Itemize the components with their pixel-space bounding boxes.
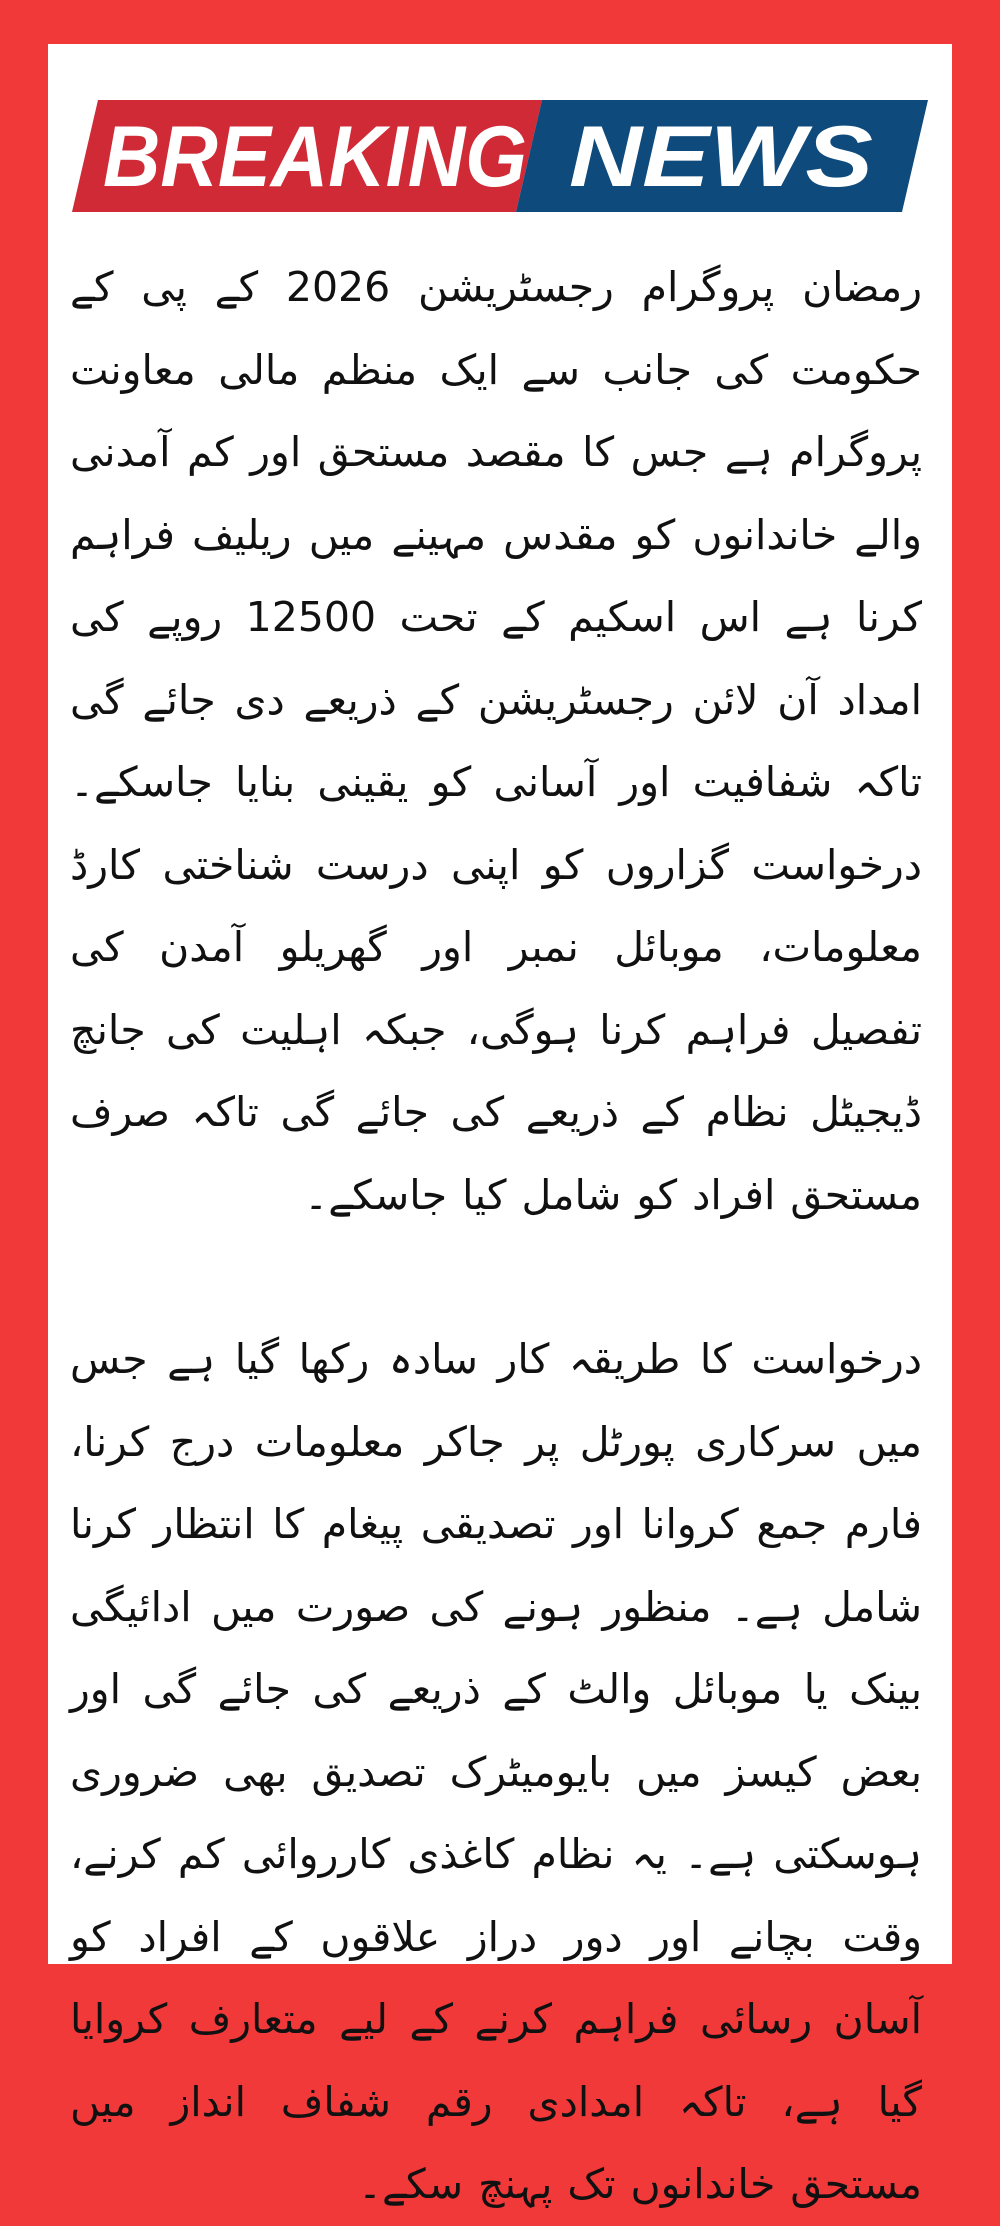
article-card [48,44,952,2208]
banner-word-news: NEWS [569,109,873,205]
article-paragraph-2: درخواست کا طریقہ کار سادہ رکھا گیا ہے جس میں سرکاری پورٹل پر جاکر معلومات درج کرنا، فارم جمع کروانا اور تصدیقی پیغام کا انتظار کرنا شامل ہے۔ منظور ہونے کی صورت میں ادائیگی بینک یا موبائل والٹ کے ذریعے کی جائے گی اور بعض کیسز میں بایومیٹرک تصدیق بھی ضروری ہوسکتی ہے۔ یہ نظام کاغذی کارروائی کم کرنے، وقت بچانے اور دور دراز علاقوں کے افراد کو آسان رسائی فراہم کرنے کے لیے متعارف کروایا گیا ہے، تاکہ امدادی رقم شفاف انداز میں مستحق خاندانوں تک پہنچ سکے۔ [70,1335,922,2208]
article-body [70,246,922,2226]
breaking-news-banner [72,100,928,212]
banner-word-breaking: BREAKING [103,109,527,205]
article-paragraph-1: رمضان پروگرام رجسٹریشن 2026 کے پی کے حکومت کی جانب سے ایک منظم مالی معاونت پروگرام ہے جس کا مقصد مستحق اور کم آمدنی والے خاندانوں کو مقدس مہینے میں ریلیف فراہم کرنا ہے اس اسکیم کے تحت 12500 روپے کی امداد آن لائن رجسٹریشن کے ذریعے دی جائے گی تاکہ شفافیت اور آسانی کو یقینی بنایا جاسکے۔ درخواست گزاروں کو اپنی درست شناختی کارڈ معلومات، موبائل نمبر اور گھریلو آمدن کی تفصیل فراہم کرنا ہوگی، جبکہ اہلیت کی جانچ ڈیجیٹل نظام کے ذریعے کی جائے گی تاکہ صرف مستحق افراد کو شامل کیا جاسکے۔ [70,263,922,1219]
